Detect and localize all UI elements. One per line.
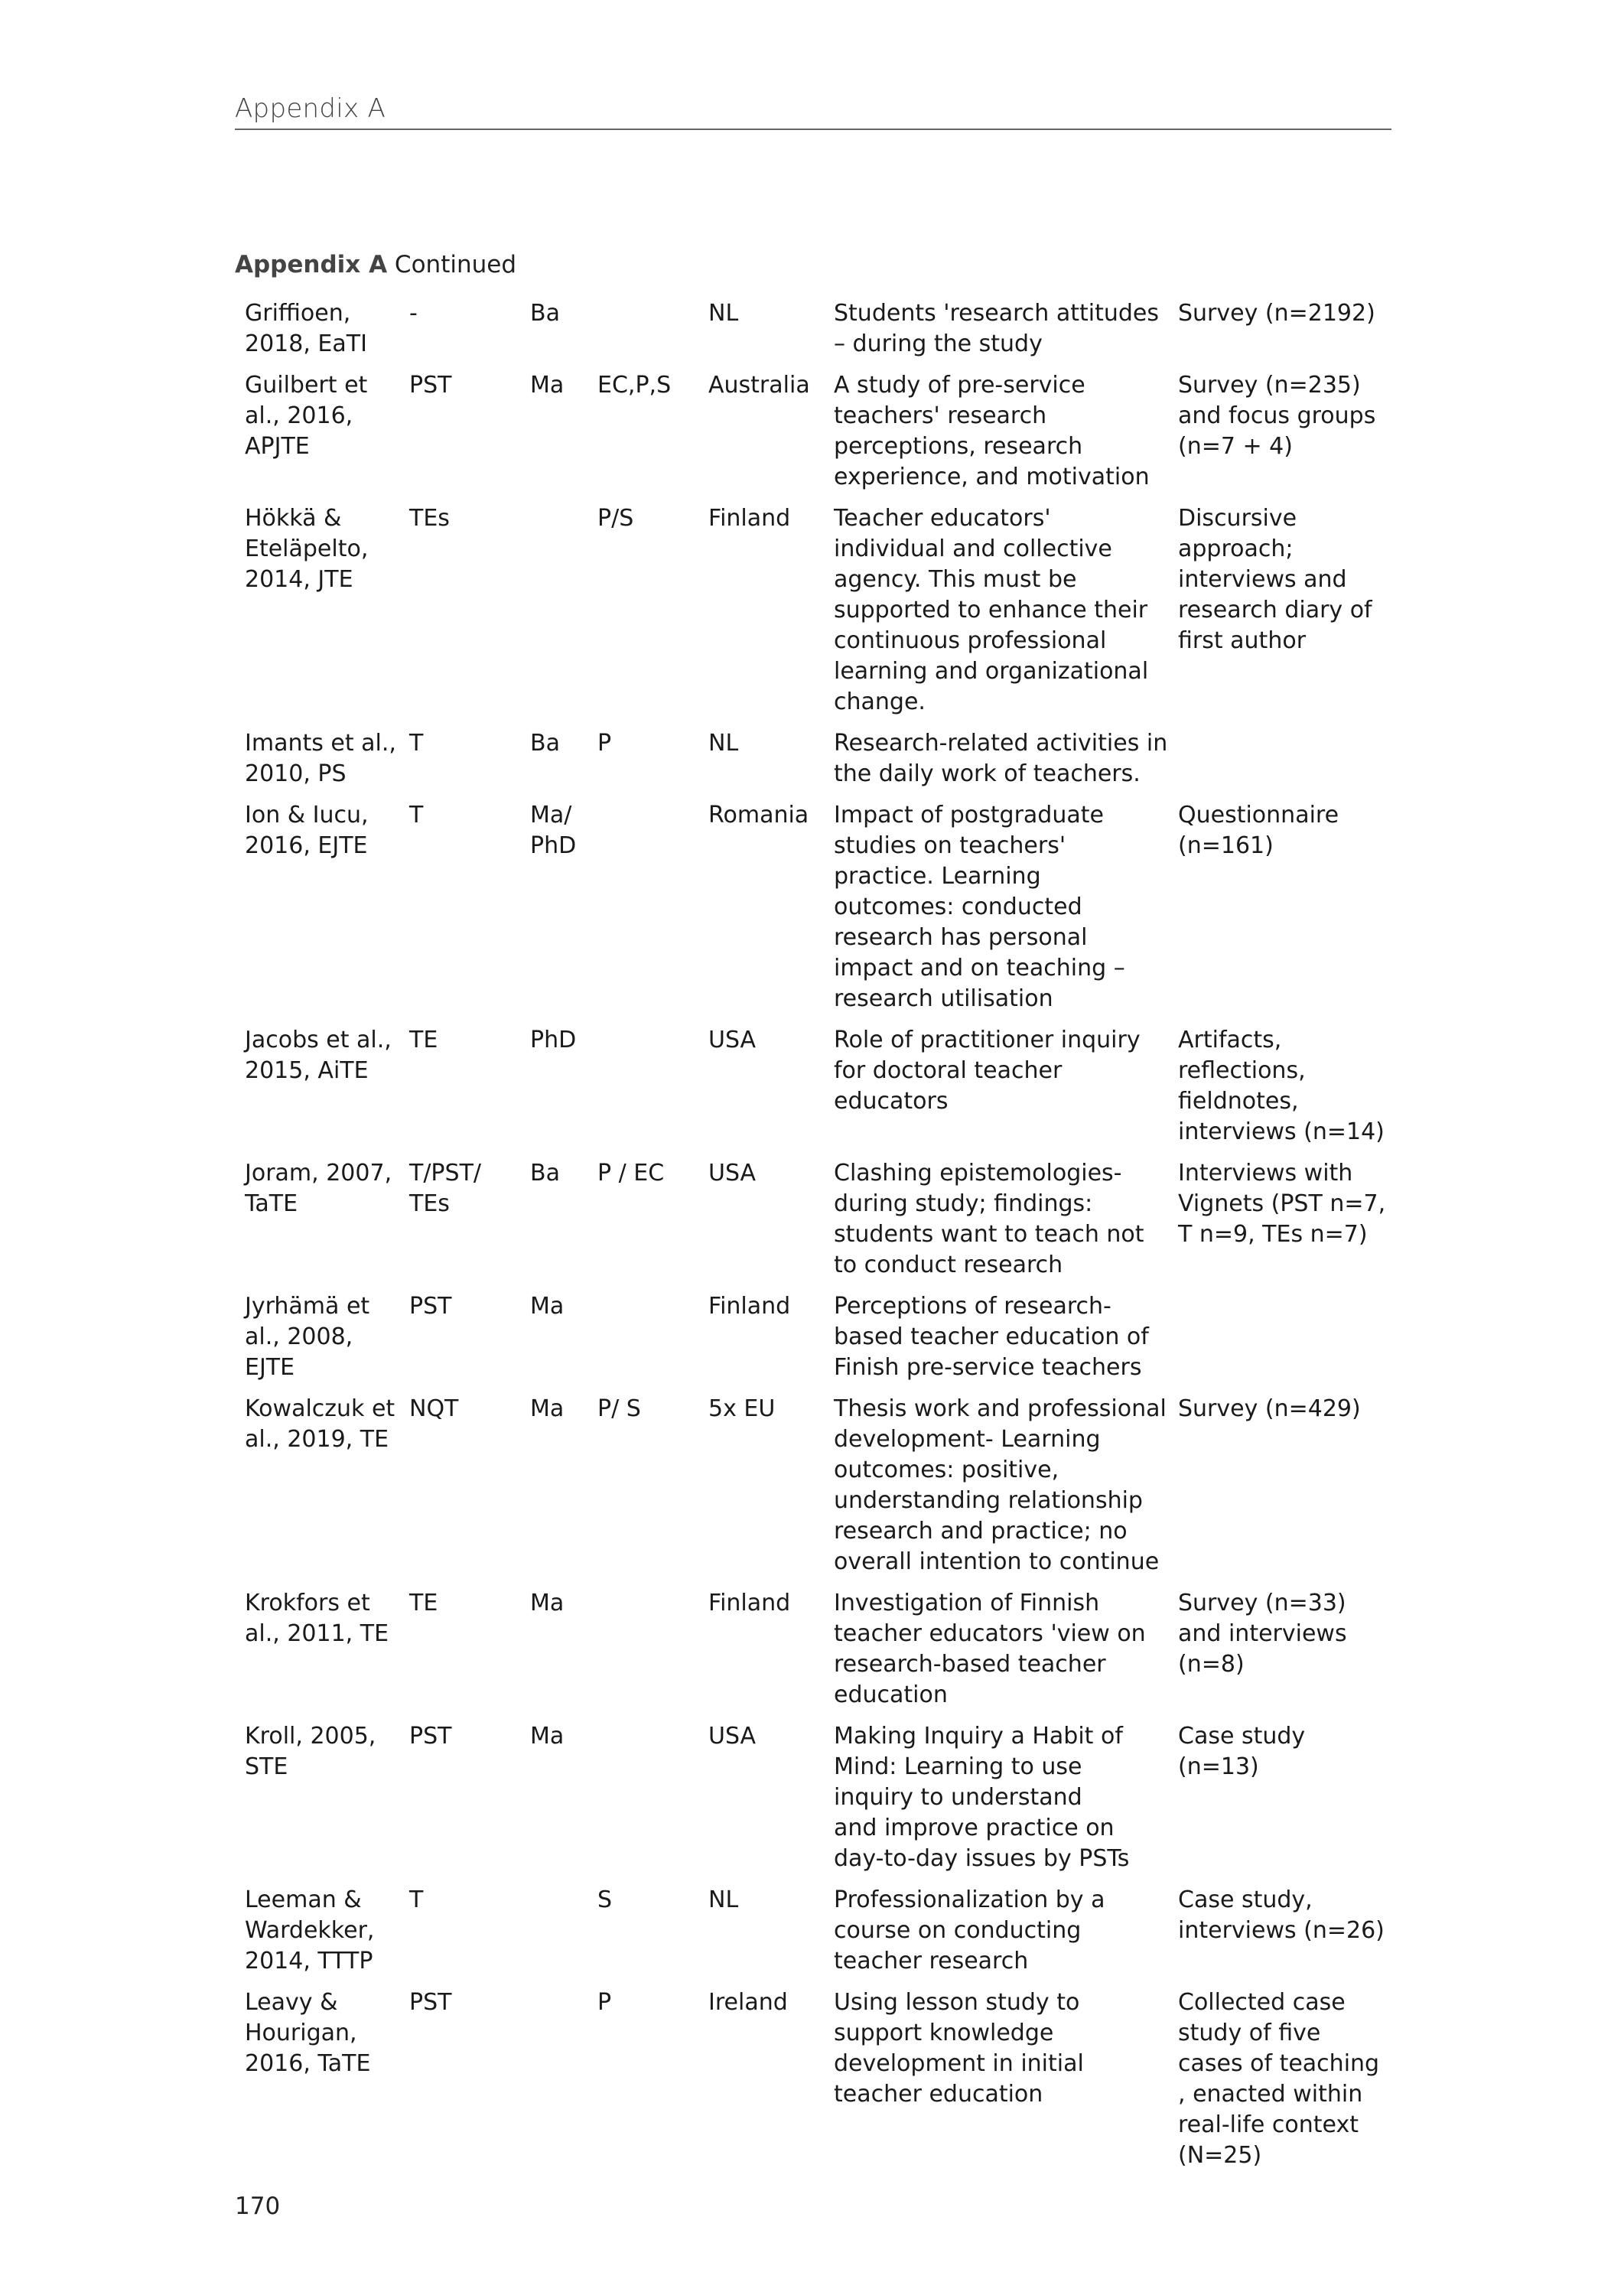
author-cell: Krokfors et al., 2011, TE — [245, 1590, 389, 1647]
focus-cell: Research-related activities in the daily work of teachers. — [834, 730, 1168, 787]
level-cell: Ba — [530, 300, 560, 327]
focus-cell: Teacher educators' individual and collective agency. This must be supported to enhance their continuous professional learning and organizational change. — [834, 505, 1149, 715]
table-row — [235, 298, 1391, 370]
focus-cell: Thesis work and professional development- Learning outcomes: positive, understanding relationship research and practice; no overall intention to continue — [834, 1395, 1167, 1575]
level-cell — [520, 503, 587, 728]
type-cell: P/ S — [597, 1395, 641, 1422]
participants-cell: NQT — [409, 1395, 459, 1422]
table-caption — [235, 251, 516, 278]
table-row — [235, 1987, 1391, 2182]
type-cell — [587, 800, 698, 1025]
method-cell: Questionnaire (n=161) — [1178, 802, 1339, 859]
level-cell: PhD — [530, 1027, 577, 1053]
type-cell — [587, 1721, 698, 1885]
table-row — [235, 1721, 1391, 1885]
focus-cell: A study of pre-service teachers' research perceptions, research experience, and motivation — [834, 372, 1150, 490]
method-cell: Survey (n=2192) — [1178, 300, 1375, 327]
table-caption-continued: Continued — [387, 251, 517, 278]
table-row — [235, 1025, 1391, 1158]
type-cell — [587, 298, 698, 370]
level-cell: Ba — [530, 1160, 560, 1187]
focus-cell: Investigation of Finnish teacher educators 'view on research-based teacher education — [834, 1590, 1146, 1708]
participants-cell: T — [409, 1886, 424, 1913]
type-cell: EC,P,S — [597, 372, 672, 399]
participants-cell: T — [409, 802, 424, 828]
type-cell: P — [597, 730, 612, 757]
table-row — [235, 370, 1391, 503]
focus-cell: Students 'research attitudes – during the study — [834, 300, 1159, 357]
country-cell: NL — [708, 1886, 739, 1913]
level-cell — [520, 1885, 587, 1987]
method-cell: Interviews with Vignets (PST n=7, T n=9, TEs n=7) — [1178, 1160, 1386, 1248]
focus-cell: Clashing epistemologies- during study; findings: students want to teach not to conduct research — [834, 1160, 1144, 1278]
country-cell: Finland — [708, 505, 791, 532]
type-cell — [587, 1025, 698, 1158]
focus-cell: Making Inquiry a Habit of Mind: Learning to use inquiry to understand and improve practice on day-to-day issues by PSTs — [834, 1723, 1130, 1872]
table-row — [235, 1885, 1391, 1987]
table-row — [235, 503, 1391, 728]
focus-cell: Impact of postgraduate studies on teachers' practice. Learning outcomes: conducted research has personal impact and on teaching – research utilisation — [834, 802, 1125, 1012]
level-cell: Ba — [530, 730, 560, 757]
country-cell: Australia — [708, 372, 810, 399]
author-cell: Leavy & Hourigan, 2016, TaTE — [245, 1989, 371, 2077]
running-header — [235, 93, 1391, 130]
author-cell: Hökkä & Eteläpelto, 2014, JTE — [245, 505, 369, 593]
table-row — [235, 728, 1391, 800]
country-cell: Romania — [708, 802, 809, 828]
level-cell: Ma — [530, 1395, 565, 1422]
author-cell: Jacobs et al., 2015, AiTE — [245, 1027, 392, 1084]
country-cell: USA — [708, 1027, 757, 1053]
participants-cell: PST — [409, 1989, 452, 2016]
method-cell — [1168, 728, 1391, 800]
method-cell: Collected case study of five cases of teaching , enacted within real-life context (N=25) — [1178, 1989, 1380, 2169]
appendix-table-body — [235, 298, 1391, 2182]
country-cell: Finland — [708, 1590, 791, 1616]
participants-cell: PST — [409, 1293, 452, 1320]
country-cell: USA — [708, 1160, 757, 1187]
method-cell: Survey (n=33) and interviews (n=8) — [1178, 1590, 1347, 1678]
country-cell: NL — [708, 300, 739, 327]
focus-cell: Professionalization by a course on conducting teacher research — [834, 1886, 1105, 1974]
participants-cell: TE — [409, 1590, 438, 1616]
participants-cell: TE — [409, 1027, 438, 1053]
country-cell: USA — [708, 1723, 757, 1750]
table-caption-label: Appendix A — [235, 251, 388, 278]
focus-cell: Using lesson study to support knowledge development in initial teacher education — [834, 1989, 1084, 2108]
type-cell: S — [597, 1886, 613, 1913]
table-row — [235, 1394, 1391, 1588]
country-cell: Finland — [708, 1293, 791, 1320]
country-cell: 5x EU — [708, 1395, 776, 1422]
method-cell: Artifacts, reflections, fieldnotes, interviews (n=14) — [1178, 1027, 1385, 1145]
author-cell: Imants et al., 2010, PS — [245, 730, 396, 787]
table-row — [235, 1291, 1391, 1394]
appendix-table — [235, 298, 1391, 2182]
participants-cell: T/PST/ TEs — [409, 1160, 481, 1217]
focus-cell: Role of practitioner inquiry for doctoral teacher educators — [834, 1027, 1141, 1115]
type-cell: P/S — [597, 505, 634, 532]
author-cell: Kowalczuk et al., 2019, TE — [245, 1395, 395, 1453]
author-cell: Joram, 2007, TaTE — [245, 1160, 392, 1217]
author-cell: Ion & Iucu, 2016, EJTE — [245, 802, 369, 859]
participants-cell: - — [409, 300, 418, 327]
author-cell: Leeman & Wardekker, 2014, TTTP — [245, 1886, 375, 1974]
level-cell — [520, 1987, 587, 2182]
table-row — [235, 1158, 1391, 1291]
method-cell: Case study, interviews (n=26) — [1178, 1886, 1385, 1944]
method-cell: Survey (n=429) — [1178, 1395, 1361, 1422]
method-cell: Survey (n=235) and focus groups (n=7 + 4) — [1178, 372, 1376, 460]
type-cell: P / EC — [597, 1160, 665, 1187]
country-cell: Ireland — [708, 1989, 788, 2016]
author-cell: Kroll, 2005, STE — [245, 1723, 376, 1780]
level-cell: Ma — [530, 372, 565, 399]
running-header-title: Appendix A — [235, 93, 386, 124]
type-cell — [587, 1588, 698, 1721]
table-row — [235, 1588, 1391, 1721]
participants-cell: T — [409, 730, 424, 757]
level-cell: Ma — [530, 1723, 565, 1750]
table-row — [235, 800, 1391, 1025]
participants-cell: PST — [409, 1723, 452, 1750]
level-cell: Ma — [530, 1293, 565, 1320]
author-cell: Griffioen, 2018, EaTI — [245, 300, 367, 357]
participants-cell: PST — [409, 372, 452, 399]
country-cell: NL — [708, 730, 739, 757]
participants-cell: TEs — [409, 505, 450, 532]
author-cell: Jyrhämä et al., 2008, EJTE — [245, 1293, 370, 1381]
focus-cell: Perceptions of research-based teacher education of Finish pre-service teachers — [834, 1293, 1149, 1381]
method-cell — [1168, 1291, 1391, 1394]
page-number: 170 — [235, 2192, 281, 2220]
author-cell: Guilbert et al., 2016, APJTE — [245, 372, 368, 460]
type-cell: P — [597, 1989, 612, 2016]
level-cell: Ma — [530, 1590, 565, 1616]
method-cell: Case study (n=13) — [1178, 1723, 1306, 1780]
method-cell: Discursive approach; interviews and research diary of first author — [1178, 505, 1372, 654]
type-cell — [587, 1291, 698, 1394]
level-cell: Ma/ PhD — [530, 802, 577, 859]
